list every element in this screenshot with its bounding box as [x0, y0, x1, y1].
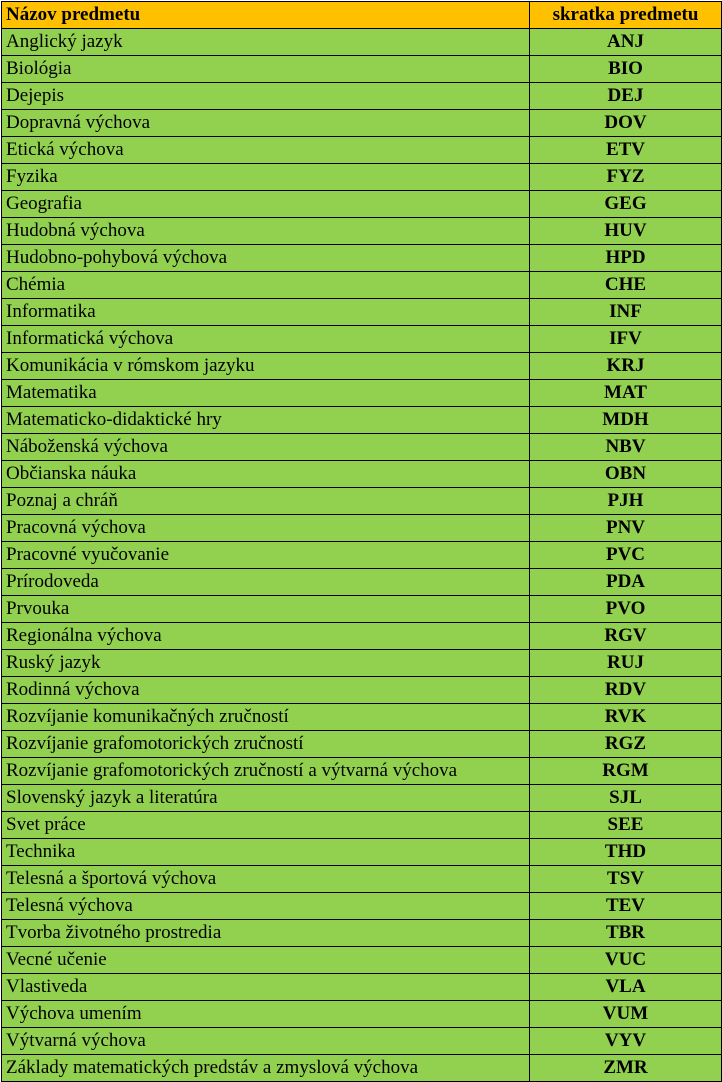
table-row: [2, 488, 722, 515]
subject-abbr-cell: DOV: [530, 110, 722, 137]
subject-name-cell: Matematika: [2, 380, 530, 407]
subject-name-cell: Biológia: [2, 56, 530, 83]
subject-abbr-cell: RDV: [530, 677, 722, 704]
table-row: [2, 974, 722, 1001]
subject-name-cell: Poznaj a chráň: [2, 488, 530, 515]
table-row: [2, 164, 722, 191]
subject-abbr-cell: PVC: [530, 542, 722, 569]
subject-name-cell: Pracovná výchova: [2, 515, 530, 542]
table-row: [2, 272, 722, 299]
subject-name-cell: Hudobno-pohybová výchova: [2, 245, 530, 272]
subject-name-cell: Výchova umením: [2, 1001, 530, 1028]
subject-abbr-cell: RGV: [530, 623, 722, 650]
table-row: [2, 1055, 722, 1082]
subject-abbr-cell: RUJ: [530, 650, 722, 677]
subject-name-cell: Informatická výchova: [2, 326, 530, 353]
table-row: [2, 542, 722, 569]
subject-name-cell: Pracovné vyučovanie: [2, 542, 530, 569]
table-row: [2, 704, 722, 731]
table-row: [2, 650, 722, 677]
subject-abbr-cell: GEG: [530, 191, 722, 218]
table-row: [2, 569, 722, 596]
table-row: [2, 866, 722, 893]
column-header-name: Názov predmetu: [2, 2, 530, 29]
subject-name-cell: Technika: [2, 839, 530, 866]
table-row: [2, 218, 722, 245]
subject-abbr-cell: NBV: [530, 434, 722, 461]
subject-abbr-cell: VUC: [530, 947, 722, 974]
subject-abbr-cell: IFV: [530, 326, 722, 353]
subject-abbr-cell: RGM: [530, 758, 722, 785]
subject-abbr-cell: SJL: [530, 785, 722, 812]
subject-abbr-cell: INF: [530, 299, 722, 326]
subject-name-cell: Rozvíjanie komunikačných zručností: [2, 704, 530, 731]
subject-abbr-cell: MAT: [530, 380, 722, 407]
table-row: [2, 623, 722, 650]
table-row: [2, 758, 722, 785]
subject-abbr-cell: BIO: [530, 56, 722, 83]
subject-abbr-cell: CHE: [530, 272, 722, 299]
table-row: [2, 110, 722, 137]
table-row: [2, 137, 722, 164]
subject-abbr-cell: PJH: [530, 488, 722, 515]
table-row: [2, 677, 722, 704]
table-row: [2, 326, 722, 353]
subject-name-cell: Informatika: [2, 299, 530, 326]
table-row: [2, 245, 722, 272]
subject-name-cell: Vecné učenie: [2, 947, 530, 974]
table-row: [2, 596, 722, 623]
subject-abbr-cell: TSV: [530, 866, 722, 893]
subject-abbr-cell: OBN: [530, 461, 722, 488]
subject-name-cell: Náboženská výchova: [2, 434, 530, 461]
table-row: [2, 920, 722, 947]
subject-name-cell: Etická výchova: [2, 137, 530, 164]
subject-name-cell: Hudobná výchova: [2, 218, 530, 245]
subject-name-cell: Telesná výchova: [2, 893, 530, 920]
subject-abbr-cell: HUV: [530, 218, 722, 245]
table-row: [2, 785, 722, 812]
table-row: [2, 947, 722, 974]
table-row: [2, 407, 722, 434]
subject-name-cell: Rodinná výchova: [2, 677, 530, 704]
table-row: [2, 839, 722, 866]
subject-abbr-cell: HPD: [530, 245, 722, 272]
subject-abbr-cell: KRJ: [530, 353, 722, 380]
subject-abbr-cell: ETV: [530, 137, 722, 164]
table-row: [2, 434, 722, 461]
subject-name-cell: Rozvíjanie grafomotorických zručností a výtvarná výchova: [2, 758, 530, 785]
subject-name-cell: Dejepis: [2, 83, 530, 110]
subject-name-cell: Prírodoveda: [2, 569, 530, 596]
subject-abbr-cell: THD: [530, 839, 722, 866]
table-row: [2, 56, 722, 83]
table-row: [2, 191, 722, 218]
subject-name-cell: Výtvarná výchova: [2, 1028, 530, 1055]
subject-name-cell: Ruský jazyk: [2, 650, 530, 677]
subject-name-cell: Občianska náuka: [2, 461, 530, 488]
table-row: [2, 812, 722, 839]
subject-abbr-cell: FYZ: [530, 164, 722, 191]
subject-abbr-cell: PDA: [530, 569, 722, 596]
table-row: [2, 299, 722, 326]
subject-abbr-cell: RGZ: [530, 731, 722, 758]
table-row: [2, 1001, 722, 1028]
subject-name-cell: Tvorba životného prostredia: [2, 920, 530, 947]
subject-abbr-cell: PNV: [530, 515, 722, 542]
table-row: [2, 29, 722, 56]
subject-name-cell: Fyzika: [2, 164, 530, 191]
subject-name-cell: Telesná a športová výchova: [2, 866, 530, 893]
subject-abbr-cell: RVK: [530, 704, 722, 731]
subject-abbr-cell: VYV: [530, 1028, 722, 1055]
subject-name-cell: Matematicko-didaktické hry: [2, 407, 530, 434]
subject-name-cell: Regionálna výchova: [2, 623, 530, 650]
table-row: [2, 1028, 722, 1055]
subject-name-cell: Komunikácia v rómskom jazyku: [2, 353, 530, 380]
subject-abbr-cell: ZMR: [530, 1055, 722, 1082]
table-row: [2, 893, 722, 920]
column-header-abbr: skratka predmetu: [530, 2, 722, 29]
subject-abbr-cell: TBR: [530, 920, 722, 947]
subject-abbr-cell: DEJ: [530, 83, 722, 110]
table-row: [2, 83, 722, 110]
subject-abbr-cell: VUM: [530, 1001, 722, 1028]
table-row: [2, 380, 722, 407]
subject-name-cell: Chémia: [2, 272, 530, 299]
subject-abbr-cell: TEV: [530, 893, 722, 920]
table-row: [2, 515, 722, 542]
subject-name-cell: Anglický jazyk: [2, 29, 530, 56]
subject-abbr-cell: SEE: [530, 812, 722, 839]
subject-name-cell: Dopravná výchova: [2, 110, 530, 137]
subject-name-cell: Rozvíjanie grafomotorických zručností: [2, 731, 530, 758]
subject-name-cell: Prvouka: [2, 596, 530, 623]
subject-abbr-cell: MDH: [530, 407, 722, 434]
subject-name-cell: Základy matematických predstáv a zmyslová výchova: [2, 1055, 530, 1082]
table-body: [2, 29, 722, 1082]
table-header-row: [2, 2, 722, 29]
subject-abbr-cell: VLA: [530, 974, 722, 1001]
subject-abbr-cell: PVO: [530, 596, 722, 623]
table-row: [2, 731, 722, 758]
subject-name-cell: Geografia: [2, 191, 530, 218]
subject-name-cell: Slovenský jazyk a literatúra: [2, 785, 530, 812]
subject-name-cell: Svet práce: [2, 812, 530, 839]
subject-name-cell: Vlastiveda: [2, 974, 530, 1001]
subject-abbr-cell: ANJ: [530, 29, 722, 56]
table-row: [2, 461, 722, 488]
table-row: [2, 353, 722, 380]
subjects-table: [1, 1, 722, 1082]
